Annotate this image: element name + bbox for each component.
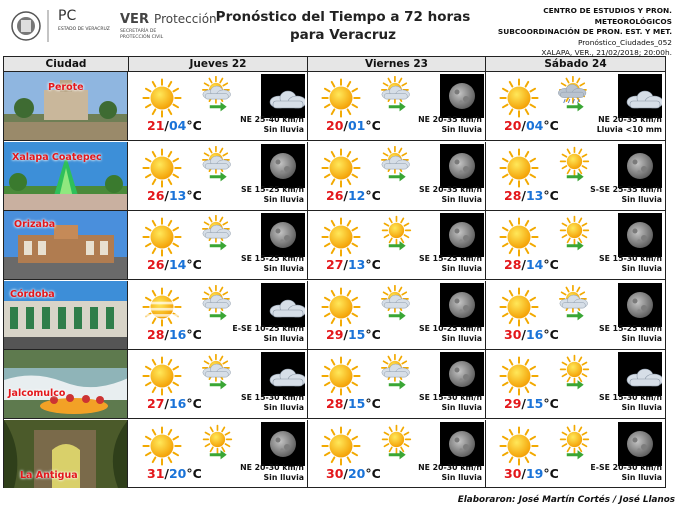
temperature: 26/13°C: [147, 187, 202, 203]
temperature: 29/15°C: [504, 396, 559, 411]
wind-text: SE 15-25 km/h: [418, 254, 482, 263]
wind-rain-info: [572, 254, 662, 274]
temperature: 30/16°C: [504, 326, 559, 342]
temp-unit: °C: [543, 465, 559, 481]
wind-rain-info: [572, 115, 662, 135]
temperature: 20/01°C: [326, 118, 381, 133]
temp-unit: °C: [543, 187, 559, 203]
wind-rain-info: [572, 185, 662, 205]
wind-text: S-SE 25-35 km/h: [590, 184, 662, 194]
temperature: 28/16°C: [147, 326, 202, 342]
max-temp: 28: [504, 257, 522, 272]
rain-text: Sin lluvia: [441, 333, 482, 343]
max-temp: 20: [326, 118, 344, 133]
max-temp: 28: [147, 326, 165, 342]
column-header-day-2: Viernes 23: [308, 57, 486, 72]
partly-cloudy-wind-icon: [199, 146, 239, 190]
min-temp: 15: [347, 326, 366, 342]
rain-text: Sin lluvia: [441, 403, 482, 413]
rain-text: Sin lluvia: [621, 333, 662, 343]
sunny-wind-icon: [556, 215, 596, 259]
max-temp: 27: [147, 396, 165, 411]
day-forecast-cell: [308, 350, 486, 418]
rain-text: Sin lluvia: [263, 472, 304, 482]
wind-text: SE 15-25 km/h: [240, 254, 304, 263]
sunny-wind-icon: [556, 424, 596, 468]
min-temp: 01: [347, 118, 366, 133]
day-forecast-cell: [486, 211, 665, 279]
temp-unit: °C: [186, 326, 202, 342]
temp-unit: °C: [186, 465, 202, 481]
temp-unit: °C: [543, 257, 559, 272]
logo-pc-text: PC ESTADO DE VERACRUZ: [58, 8, 110, 32]
day-forecast-cell: [486, 281, 665, 349]
ver-proteccion-logo: VER Protección SECRETARÍA DE PROTECCIÓN CIVIL: [120, 12, 217, 40]
wind-rain-info: [572, 324, 662, 344]
wind-rain-info: [392, 324, 482, 344]
temperature: 30/20°C: [326, 465, 381, 481]
city-photo: [4, 72, 128, 140]
day-forecast-cell: [129, 350, 308, 418]
sunny-wind-icon: [378, 215, 418, 259]
rain-text: Sin lluvia: [441, 194, 482, 204]
rain-text: Sin lluvia: [621, 194, 662, 204]
temperature: 29/15°C: [326, 326, 381, 342]
wind-rain-info: [214, 324, 304, 344]
wind-rain-info: [572, 463, 662, 483]
day-forecast-cell: [486, 72, 665, 140]
rain-text: Sin lluvia: [621, 472, 662, 482]
page-title: Pronóstico del Tiempo a 72 horas para Veracruz: [215, 9, 471, 43]
rain-cloud-icon: [556, 76, 596, 120]
wind-rain-info: [392, 185, 482, 205]
wind-text: NE 20-30 km/h: [240, 462, 304, 472]
temperature: 28/14°C: [504, 257, 559, 272]
temperature: 28/13°C: [504, 187, 559, 203]
rain-text: Sin lluvia: [263, 194, 304, 204]
city-photo: [4, 420, 128, 488]
wind-text: SE 15-30 km/h: [598, 393, 662, 402]
table-row: [4, 72, 665, 141]
city-photo: [4, 281, 128, 349]
min-temp: 16: [168, 326, 187, 342]
max-temp: 26: [147, 257, 165, 272]
city-photo: [4, 142, 128, 210]
partly-cloudy-wind-icon: [199, 354, 239, 398]
temperature: 28/15°C: [326, 396, 381, 411]
max-temp: 27: [326, 257, 344, 272]
temp-unit: °C: [543, 118, 559, 133]
partly-cloudy-wind-icon: [199, 215, 239, 259]
sunny-wind-icon: [556, 146, 596, 190]
max-temp: 26: [147, 187, 165, 203]
city-photo: [4, 211, 128, 279]
city-name: Xalapa Coatepec: [12, 151, 102, 163]
city-name: Perote: [48, 82, 84, 93]
max-temp: 26: [326, 187, 344, 203]
max-temp: 28: [504, 187, 522, 203]
temperature: 20/04°C: [504, 118, 559, 133]
partly-cloudy-wind-icon: [199, 76, 239, 120]
wind-rain-info: [214, 254, 304, 274]
rain-text: Sin lluvia: [441, 125, 482, 135]
max-temp: 30: [504, 465, 522, 481]
temp-unit: °C: [543, 396, 559, 411]
min-temp: 04: [525, 118, 544, 133]
wind-text: NE 20-35 km/h: [598, 115, 662, 124]
rain-text: Sin lluvia: [621, 264, 662, 274]
temp-unit: °C: [186, 187, 202, 203]
temp-unit: °C: [365, 326, 381, 342]
column-header-city: Ciudad: [4, 57, 129, 72]
temp-unit: °C: [543, 326, 559, 342]
page-header: [0, 0, 680, 56]
day-forecast-cell: [129, 211, 308, 279]
sunny-wind-icon: [378, 424, 418, 468]
column-header-day-1: Jueves 22: [129, 57, 308, 72]
max-temp: 29: [326, 326, 344, 342]
partly-cloudy-wind-icon: [378, 285, 418, 329]
wind-text: NE 25-40 km/h: [240, 115, 304, 124]
wind-rain-info: [392, 463, 482, 483]
temperature: 26/12°C: [326, 187, 381, 203]
day-forecast-cell: [129, 420, 308, 488]
max-temp: 30: [326, 465, 344, 481]
wind-text: SE 15-30 km/h: [240, 393, 304, 402]
day-forecast-cell: [308, 211, 486, 279]
wind-rain-info: [214, 463, 304, 483]
min-temp: 16: [525, 326, 544, 342]
rain-text: Sin lluvia: [441, 264, 482, 274]
wind-text: SE 15-30 km/h: [598, 254, 662, 263]
table-row: [4, 142, 665, 211]
min-temp: 20: [347, 465, 366, 481]
sunny-wind-icon: [199, 424, 239, 468]
city-name: Córdoba: [10, 288, 55, 300]
rain-text: Sin lluvia: [263, 403, 304, 413]
rain-text: Sin lluvia: [441, 472, 482, 482]
wind-rain-info: [392, 115, 482, 135]
wind-rain-info: [214, 185, 304, 205]
temperature: 26/14°C: [147, 257, 202, 272]
temp-unit: °C: [365, 187, 381, 203]
day-forecast-cell: [486, 142, 665, 210]
temp-unit: °C: [186, 396, 202, 411]
min-temp: 16: [168, 396, 187, 411]
table-row: [4, 211, 665, 280]
partly-cloudy-wind-icon: [378, 354, 418, 398]
wind-text: E-SE 10-25 km/h: [232, 323, 304, 333]
partly-cloudy-wind-icon: [378, 146, 418, 190]
temperature: 27/13°C: [326, 257, 381, 272]
rain-text: Sin lluvia: [263, 333, 304, 343]
day-forecast-cell: [129, 142, 308, 210]
day-forecast-cell: [308, 72, 486, 140]
day-forecast-cell: [308, 142, 486, 210]
city-name: La Antigua: [20, 469, 78, 481]
temp-unit: °C: [365, 465, 381, 481]
wind-text: E-SE 20-30 km/h: [590, 462, 662, 472]
wind-text: SE 15-30 km/h: [418, 393, 482, 402]
wind-text: SE 10-25 km/h: [418, 323, 482, 333]
min-temp: 14: [168, 257, 187, 272]
city-photo: [4, 350, 128, 418]
wind-text: SE 15-25 km/h: [240, 184, 304, 194]
footer-authors: Elaboraron: José Martín Cortés / José Llanos: [457, 495, 675, 505]
min-temp: 20: [168, 465, 187, 481]
table-row: [4, 420, 665, 489]
city-name: Jalcomulco: [8, 388, 66, 399]
min-temp: 15: [347, 396, 366, 411]
temperature: 21/04°C: [147, 118, 202, 133]
min-temp: 14: [525, 257, 544, 272]
sunny-wind-icon: [556, 354, 596, 398]
wind-rain-info: [214, 393, 304, 413]
min-temp: 13: [347, 257, 366, 272]
rain-text: Sin lluvia: [621, 403, 662, 413]
forecast-table: [3, 56, 666, 488]
day-forecast-cell: [486, 420, 665, 488]
column-header-day-3: Sábado 24: [486, 57, 665, 72]
temp-unit: °C: [186, 118, 202, 133]
wind-rain-info: [572, 393, 662, 413]
header-info: CENTRO DE ESTUDIOS Y PRON. METEOROLÓGICOS SUBCOORDINACIÓN DE PRON. EST. Y MET. Pronóstico_Ciudades_052 XALAPA, VER., 21/02/2018; 20:00h.: [497, 6, 672, 57]
min-temp: 04: [168, 118, 187, 133]
temperature: 30/19°C: [504, 465, 559, 481]
wind-text: SE 20-35 km/h: [418, 184, 482, 194]
wind-text: NE 20-35 km/h: [418, 115, 482, 124]
max-temp: 31: [147, 465, 165, 481]
table-row: [4, 281, 665, 350]
temperature: 27/16°C: [147, 396, 202, 411]
max-temp: 21: [147, 118, 165, 133]
rain-text: Sin lluvia: [263, 125, 304, 135]
temp-unit: °C: [365, 257, 381, 272]
min-temp: 13: [168, 187, 187, 203]
min-temp: 13: [525, 187, 544, 203]
min-temp: 19: [525, 465, 544, 481]
temp-unit: °C: [365, 118, 381, 133]
wind-text: SE 15-25 km/h: [598, 323, 662, 333]
day-forecast-cell: [129, 281, 308, 349]
temp-unit: °C: [186, 257, 202, 272]
min-temp: 15: [525, 396, 544, 411]
wind-rain-info: [392, 393, 482, 413]
min-temp: 12: [347, 187, 366, 203]
max-temp: 20: [504, 118, 522, 133]
partly-cloudy-wind-icon: [199, 285, 239, 329]
max-temp: 30: [504, 326, 522, 342]
max-temp: 28: [326, 396, 344, 411]
wind-rain-info: [392, 254, 482, 274]
temp-unit: °C: [365, 396, 381, 411]
rain-text: Sin lluvia: [263, 264, 304, 274]
table-row: [4, 350, 665, 419]
temperature: 31/20°C: [147, 465, 202, 481]
day-forecast-cell: [486, 350, 665, 418]
wind-rain-info: [214, 115, 304, 135]
city-name: Orizaba: [14, 219, 56, 230]
day-forecast-cell: [129, 72, 308, 140]
day-forecast-cell: [308, 281, 486, 349]
partly-cloudy-wind-icon: [556, 285, 596, 329]
wind-text: NE 20-30 km/h: [418, 462, 482, 472]
max-temp: 29: [504, 396, 522, 411]
day-forecast-cell: [308, 420, 486, 488]
rain-text: Lluvia <10 mm: [596, 125, 662, 135]
partly-cloudy-wind-icon: [378, 76, 418, 120]
